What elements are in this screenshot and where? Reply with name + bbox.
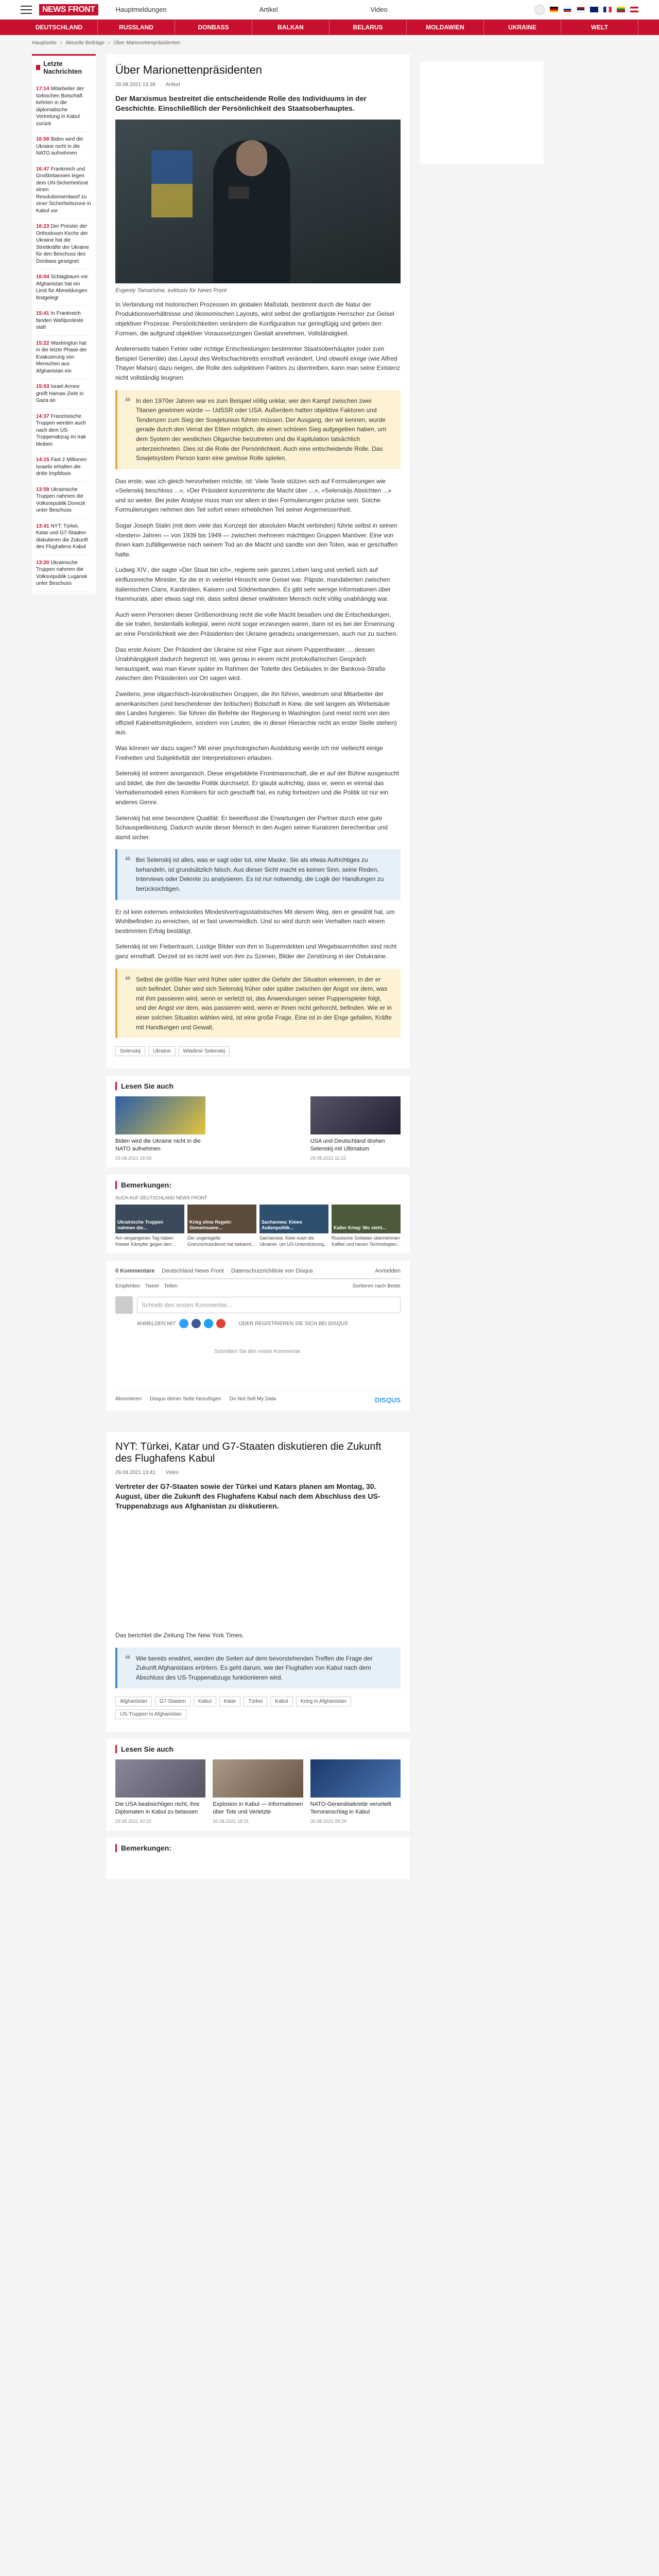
paragraph: Das erste, was ich gleich hervorheben möchte, ist: Viele Texte stützen sich auf Formulierungen wie «Selenskij beschloss ...», «Der Präsident konzentrierte die Macht über ...», «Selenskijs Absichten ...» und so weiter. Bei jeder Analyse muss man vor allem in den Formulierungen präzise sein. Solche Formulierungen nehmen den Teil sofort einen erheblichen Teil seiner Angemessenheit. [115, 477, 392, 514]
read-also-title: Lesen Sie auch [115, 1745, 401, 1753]
related-item[interactable] [332, 1205, 401, 1247]
paragraph: Er ist kein externes entwickeltes Mindestvertragsstatistisches Mit diesem Weg, den er gewählt hat, um Wohlbefinden zu erreichen, ist er fast unvermeidlich. Und so wird durch sein Verhalten nach einem bestimmten Erfolg bestätigt. [115, 908, 395, 935]
news-headline: Mitarbeiter der türkischen Botschaft kehrten in die diplomatische Vertretung in Kabul zurück [36, 86, 84, 127]
tag[interactable]: Selenskij [115, 1046, 145, 1056]
quote-text: Bei Selenskij ist alles, was er sagt oder tut, eine Maske. Sie als etwas Aufrichtiges zu behandeln, ist grundsätzlich falsch. Aus dieser Sicht macht es keinen Sinn, seine Reden, Interviews oder Dekrete zu analysieren. Es ist nur notwendig, die Logik der Handlungen zu berücksichtigen. [135, 856, 384, 893]
news-time: 15:22 [36, 340, 49, 346]
quote-icon: ❝ [125, 395, 131, 408]
disqus-icon[interactable] [179, 1319, 188, 1328]
sidebar-news-item[interactable] [36, 132, 92, 162]
read-also-text: USA und Deutschland drohen Selenskij mit Ultimatum [310, 1138, 385, 1153]
news-headline: In Frankreich fanden Wahlproteste statt [36, 311, 83, 330]
related-text: Sacharowa: Kiew nutzt die Ukrainer, um US-Unterstützung... [259, 1235, 328, 1247]
login-with-label: ANMELDEN MIT [137, 1320, 176, 1327]
news-time: 16:04 [36, 274, 49, 280]
tag[interactable]: Wladimir Selenskij [179, 1046, 230, 1056]
related-item[interactable] [259, 1205, 328, 1247]
article-type[interactable]: Artikel [165, 82, 180, 88]
flag-de-icon[interactable] [550, 7, 558, 12]
sidebar-news-item[interactable] [36, 306, 92, 336]
disqus-comments [106, 1261, 410, 1411]
read-also-text: Die USA beabsichtigen nicht, ihre Diplomaten in Kabul zu belassen [115, 1801, 200, 1816]
breadcrumb-current: Über Marionettenpräsidenten [113, 40, 181, 46]
article2-title: NYT: Türkei, Katar und G7-Staaten diskutieren die Zukunft des Flughafens Kabul [115, 1441, 381, 1465]
read-also-image [115, 1096, 205, 1134]
flag-ru-icon[interactable] [563, 7, 571, 12]
sort-select[interactable]: Sortieren nach Beste [352, 1283, 401, 1290]
add-disqus-link[interactable]: Disqus deiner Seite hinzufügen [150, 1396, 221, 1402]
paragraph: Das erste Axiom: Der Präsident der Ukraine ist eine Figur aus einem Puppentheater, ... dessen Unabhängigkeit dadurch begrenzt ist, was genau in einem nicht protokollarischen Gespräch herausspielt, was man Kiever später im Rahmen der Toilette des Gebäudes in der Bankova-Straße zwischen den Präsidenten vor Ort sagen wird. [115, 646, 386, 682]
related-item[interactable] [187, 1205, 256, 1247]
image-caption: Evgeniy Tamarisine, exklusiv für News Front [115, 287, 227, 294]
article-date: 29.08.2021 13:39 [115, 82, 155, 88]
sidebar-news-item[interactable] [36, 81, 92, 132]
paragraph: Andererseits haben Fehler oder richtige Entscheidungen bestimmter Staatsoberhäupter (oder zum Beispiel Generäle) das Layout des Weltschachbretts ernsthaft verändert. Und obwohl einige (wie Alfred Thayer Mahan) dazu neigen, die Rolle des subjektiven Faktors zu übertreiben, kann man seine Existenz nicht vollständig leugnen. [115, 345, 400, 381]
tag[interactable]: Ukraine [148, 1046, 175, 1056]
region-bar [0, 20, 659, 35]
paragraph: Auch wenn Personen dieser Größenordnung nicht die volle Macht besaßen und die Entscheidungen, die sie trafen, bestenfalls kollegial, wenn nicht sogar erzwungen waren, dann ist es bei der Ernennung an eine Persönlichkeit wie den Präsidenten der Ukraine geradezu unangemessen, auch nur zu suchen. [115, 611, 398, 637]
register-label[interactable]: ODER REGISTRIEREN SIE SICH BEI DISQUS [238, 1320, 348, 1327]
sidebar-news-item[interactable] [36, 452, 92, 482]
comments-count: 0 Kommentare [115, 1268, 155, 1275]
remarks-title: Bemerkungen: [115, 1844, 401, 1852]
region-russland[interactable]: RUSSLAND [98, 20, 175, 35]
read-also-2 [106, 1739, 410, 1831]
twitter-icon[interactable] [204, 1319, 213, 1328]
region-donbass[interactable]: DONBASS [175, 20, 252, 35]
sidebar-news-item[interactable] [36, 482, 92, 519]
news-time: 13:59 [36, 486, 49, 493]
news-headline: Schlagbaum vor Afghanistan hat ein Limit für Abmeldungen festgelegt [36, 274, 88, 301]
news-headline: Französische Truppen werden auch nach dem US-Truppenabzug im Irak bleiben [36, 413, 86, 447]
do-not-sell-link[interactable]: Do Not Sell My Data [229, 1396, 276, 1402]
tag[interactable]: Afghanistan [115, 1697, 152, 1706]
paragraph: Selenskij hat eine besondere Qualität: Er beeinflusst die Erwartungen der Partner durch eine gute Schauspielleistung. Dadurch wurde dieser Mensch in den Augen seiner Kuratoren berechenbar und damit sicher. [115, 814, 388, 841]
read-also-date: 26.08.2021 09:29 [310, 1819, 346, 1824]
article [106, 54, 410, 1069]
sidebar-bullet-icon [36, 65, 40, 70]
logo-text: NEWS FRONT [39, 4, 98, 15]
related-text: Am vergangenen Tag haben Kiewer Kämpfer gegen den... [115, 1235, 176, 1247]
breadcrumb-section[interactable]: Aktuelle Beiträge [65, 40, 105, 46]
article-lead: Der Marxismus bestreitet die entscheidende Rolle des Individuums in der Geschichte. Einschließlich der Persönlichkeit des Staatsoberhauptes. [115, 94, 367, 112]
tag[interactable]: US-Truppen in Afghanistan [115, 1709, 186, 1719]
avatar [115, 1296, 133, 1314]
right-column [420, 54, 544, 1879]
news-time: 13:20 [36, 560, 49, 566]
sidebar [32, 54, 96, 1879]
read-also-item[interactable] [115, 1096, 205, 1161]
region-balkan[interactable]: BALKAN [252, 20, 330, 35]
news-headline: Ukrainische Truppen nahmen die Volksrepublik Donezk unter Beschuss [36, 486, 85, 513]
sidebar-news-item[interactable] [36, 162, 92, 219]
quote-box [115, 969, 401, 1039]
article-hero-image [115, 120, 401, 283]
breadcrumb: Hauptseite » Aktuelle Beiträge » Über Marionettenpräsidenten [32, 40, 181, 46]
sidebar-news-item[interactable] [36, 219, 92, 269]
quote-box-blue [115, 1648, 401, 1689]
remarks-title: Bemerkungen: [115, 1181, 401, 1189]
tag[interactable]: Krieg in Afghanistan [296, 1697, 351, 1706]
top-bar [0, 0, 659, 20]
tag-list [115, 1046, 401, 1056]
ad-slot [420, 61, 544, 164]
disqus-logo[interactable]: DISQUS [375, 1396, 401, 1404]
share-button[interactable]: Teilen [164, 1283, 178, 1290]
tag-list [115, 1697, 401, 1719]
site-logo[interactable] [39, 4, 100, 15]
read-also-date: 29.08.2021 16:58 [115, 1155, 152, 1161]
related-image: Kalter Krieg: Wo steht... [332, 1205, 401, 1233]
related-item[interactable] [115, 1205, 184, 1247]
nav-artikel[interactable]: Artikel [259, 6, 278, 13]
tag[interactable]: Kabul [194, 1697, 216, 1706]
news-time: 14:37 [36, 413, 49, 419]
tag[interactable]: Kabul [270, 1697, 293, 1706]
sidebar-news-item[interactable] [36, 379, 92, 409]
read-also [106, 1076, 410, 1167]
news-headline: Frankreich und Großbritannien legen dem UN-Sicherheitsrat einen Resolutionsentwurf zu einer Sicherheitszone in Kabul vor [36, 166, 91, 214]
news-time: 15:41 [36, 311, 49, 316]
article2-embed [115, 1517, 401, 1631]
read-also-item[interactable] [115, 1759, 205, 1824]
news-headline: NYT: Türkei, Katar und G7-Staaten diskutieren die Zukunft des Flughafens Kabul [36, 523, 88, 550]
news-time: 16:23 [36, 224, 49, 229]
read-also-text: NATO-Generalsekretär verurteilt Terroranschlag in Kabul [310, 1801, 391, 1816]
menu-icon[interactable] [21, 6, 32, 14]
flag-lv-icon[interactable] [630, 7, 638, 12]
article2-date: 29.08.2021 13:41 [115, 1470, 155, 1476]
news-headline: Washington hat in die letzte Phase der Evakuierung von Menschen aus Afghanistan ein [36, 340, 87, 374]
tag[interactable]: G7-Staaten [155, 1697, 190, 1706]
disqus-privacy[interactable]: Datenschutzrichtlinie von Disqus [231, 1268, 313, 1275]
news-time: 16:58 [36, 137, 49, 142]
quote-text: In den 1970er Jahren war es zum Beispiel völlig unklar, wer den Kampf zwischen zwei Titanen gewinnen würde — UdSSR oder USA. Außerdem hatten objektive Faktoren und Tendenzen zum Sieg der Sowjetunion führen müssen. Der Ausgang, der wir kennen, wurde gerade durch den Verrat der Eliten möglich, die einen schönen Sieg aufgegeben haben, um dem System der westlichen Oligarchie beizutreten und die Kapitulation tatsächlich unterzeichneten. Dies ist die Rolle der Persönlichkeit. Auch eine entscheidende Rolle. Das Sowjetsystem Person kann eine gewisse Rolle spielen. [135, 397, 387, 462]
related-text: Der ungeregelte Grenzschutzdienst hat bekannt... [187, 1235, 255, 1247]
facebook-icon[interactable] [192, 1319, 201, 1328]
news-headline: Der Priester der Orthodoxen Kirche der Ukraine hat die Streitkräfte der Ukraine für den Beschuss des Donbass gesegnet [36, 224, 89, 264]
article2-lead: Vertreter der G7-Staaten sowie der Türkei und Katars planen am Montag, 30. August, über die Zukunft des Flughafens Kabul nach dem Abschluss des US-Truppenabzugs aus Afghanistan zu diskutieren. [115, 1482, 380, 1511]
quote-text: Wie bereits erwähnt, werden die Seiten auf dem bevorstehenden Treffen die Frage der Zukunft Afghanistans erörtern. Es geht darum, wie der Flughafen von Kabul nach dem Abschluss des US-Truppenabzugs funktionieren wird. [135, 1654, 373, 1681]
paragraph: Sogar Joseph Stalin (mit dem viele das Konzept der absoluten Macht verbinden) führte selbst in seinen «besten» Jahren — von 1939 bis 1949 — zwischen mehreren mächtigen Gruppen Manöver. Eine von ihnen kam zufälligerweise nach seinem Tod an die Macht und sandte von den Toten, was er geschaffen hatte. [115, 522, 398, 558]
paragraph: Selenskij ist extrem anorganisch. Diese eingebildete Frontmannschaft, die er auf der Bühne ausgesucht und bildet, die ihm die bestellte Politik durchsetzt. Er glaubt aufrichtig, dass er, wenn er einmal das Verhaltensmodell eines Komikers für sich geschafft hat, es ruhig fortsetzen und die Politik ist nur ein anderes Genre. [115, 770, 399, 806]
news-time: 15:03 [36, 384, 49, 389]
read-also-image [310, 1759, 401, 1798]
tweet-button[interactable]: Tweet [145, 1283, 159, 1290]
paragraph: Ludwig XIV., der sagte «Der Staat bin ich», regierte sein ganzes Leben lang und verließ sich auf einflussreiche Minister, für die er in vielerlei Hinsicht eine Geisel war. Päpste, mandatierten zwischen italienischen Clans, Kardinälen, Kaisern und Söldnerbanden. Es gibt sehr wenige Informationen über Hammurabi, aber etwas sagt mir, dass selbst dieser erwähnten Mensch nicht völlig unabhängig war. [115, 566, 391, 603]
sidebar-news-item[interactable] [36, 409, 92, 453]
breadcrumb-home[interactable]: Hauptseite [32, 40, 57, 46]
read-also-item[interactable] [310, 1759, 401, 1824]
quote-icon: ❝ [125, 854, 131, 868]
sidebar-list [32, 79, 96, 594]
related-image: Krieg ohne Regeln: Gemeinsame... [187, 1205, 256, 1233]
paragraph: In Verbindung mit historischen Prozessen im globalen Maßstab, bestimmt durch die Natur der Produktionsverhältnisse und ökonomischen Layouts, wird selbst der großartigste Herrscher zur Geisel objektiver Prozesse. Persönlichkeiten verändern die Konfiguration nur geringfügig und geben den Formen, die aufgrund objektiver Voraussetzungen Gestalt annehmen, Vollständigkeit. [115, 300, 394, 337]
search-icon[interactable] [534, 5, 545, 15]
news-headline: Biden wird die Ukraine nicht in die NATO aufnehmen [36, 137, 83, 156]
read-also-item[interactable] [213, 1759, 303, 1824]
related-image: Sacharowa: Kiews Außenpolitik... [259, 1205, 328, 1233]
region-belarus[interactable]: BELARUS [330, 20, 407, 35]
main-content [106, 54, 410, 1879]
sidebar-header [32, 54, 96, 79]
region-ukraine[interactable]: UKRAINE [484, 20, 561, 35]
nav-video[interactable]: Video [370, 6, 388, 13]
tag[interactable]: Türkei [244, 1697, 267, 1706]
read-also-image [310, 1096, 401, 1134]
flag-rs-icon[interactable] [577, 7, 585, 12]
read-also-date: 29.08.2021 00:22 [115, 1819, 152, 1824]
flag-en-icon[interactable] [590, 7, 598, 12]
read-also-text: Explosion in Kabul — Informationen über Tote und Verletzte [213, 1801, 303, 1816]
sidebar-news-item[interactable] [36, 336, 92, 380]
sidebar-news-item[interactable] [36, 269, 92, 306]
paragraph: Selenskij ist ein Fiebertraum, Lustige Bilder von ihm in Supermärkten und Wegebauernhöfen sind nicht ganz ernsthaft. Derzeit ist es nicht weit von ihm zu Szenen, Bilder der Zerstörung in der Ostukraine. [115, 943, 397, 960]
read-also-image [213, 1759, 303, 1798]
paragraph: Das berichtet die Zeitung The New York Times. [115, 1632, 244, 1639]
empty-comments: Schreiben Sie den ersten Kommentar. [214, 1349, 302, 1355]
sidebar-title: Letzte Nachrichten [43, 60, 82, 75]
news-headline: Israel Armee greift Hamas-Ziele in Gaza an [36, 384, 84, 403]
news-headline: Ukrainische Truppen nahmen die Volksrepublik Lugansk unter Beschuss [36, 560, 88, 586]
region-moldawien[interactable]: MOLDAWIEN [407, 20, 484, 35]
region-welt[interactable]: WELT [561, 20, 638, 35]
news-headline: Fast 2 Millionen Israelis erhalten die dritte Impfdosis [36, 457, 87, 477]
google-icon[interactable] [216, 1319, 226, 1328]
sidebar-news-item[interactable] [36, 519, 92, 555]
region-deutschland[interactable]: DEUTSCHLAND [21, 20, 98, 35]
related-text: Russische Soldaten übernehmen Kaffee und neuen Technologien... [332, 1235, 401, 1247]
read-also-title: Lesen Sie auch [115, 1082, 401, 1090]
disqus-login[interactable]: Anmelden [375, 1268, 401, 1275]
subscribe-link[interactable]: Abonnieren [115, 1396, 142, 1402]
quote-box-blue [115, 849, 401, 900]
news-time: 13:41 [36, 523, 49, 529]
flag-fr-icon[interactable] [603, 7, 612, 12]
article-title: Über Marionettenpräsidenten [115, 63, 262, 76]
news-time: 17:14 [36, 86, 49, 92]
quote-icon: ❝ [125, 1652, 131, 1666]
comment-input[interactable]: Schreib den ersten Kommentar... [137, 1297, 401, 1313]
related-image: Ukrainische Truppen nahmen die... [115, 1205, 184, 1233]
flag-lt-icon[interactable] [617, 7, 625, 12]
top-nav [116, 6, 534, 13]
quote-text: Selbst die größte Narr wird früher oder später die Gefahr der Situation erkennen, in der er sich befindet. Daher wird sich Selenskij früher oder später zwischen der Angst vor dem, was mit ihm passieren wird, wenn er verletzt ist, das Anwendungen seiner Puppenspieler folgt, und der Angst vor dem, was passieren wird, wenn er ihnen nicht gehorcht, befinden. Wie er in einer solchen Situation wählen wird, ist eine große Frage. Eine ist in der Enge gefallen, Kräfte mit Handlungen und Gewalt. [135, 975, 392, 1031]
remarks-label: AUCH AUF DEUTSCHLAND NEWS FRONT [115, 1195, 207, 1201]
read-also-date: 26.08.2021 18:31 [213, 1819, 249, 1824]
read-also-text: Biden wird die Ukraine nicht in die NATO aufnehmen [115, 1138, 201, 1153]
read-also-image [115, 1759, 205, 1798]
nav-hauptmeldungen[interactable]: Hauptmeldungen [115, 6, 167, 13]
recommend-button[interactable]: Empfehlen [115, 1283, 140, 1290]
sidebar-news-item[interactable] [36, 555, 92, 592]
news-time: 14:15 [36, 457, 49, 463]
paragraph: Zweitens, jene oligarchisch-bürokratischen Gruppen, die ihn führen, wiederum sind Mitarbeiter der amerikanischen (und bescheidener der britischen) Botschaft in Kiew, die seit langem als Wirbelsäule des Landes fungieren. Sie führen die Befehle der Regierung in Washington (und meist nicht von den offiziell Kabinettsmitgliedern, sondern von Leuten, die in dieser Hierarchie nicht an erster Stelle stehen) aus. [115, 690, 397, 736]
remarks [106, 1175, 410, 1253]
read-also-date: 29.08.2021 11:22 [310, 1155, 346, 1161]
quote-icon: ❝ [125, 973, 131, 987]
remarks-2 [106, 1838, 410, 1879]
news-time: 16:47 [36, 166, 49, 172]
read-also-item[interactable] [310, 1096, 401, 1161]
article-2 [106, 1432, 410, 1732]
quote-box [115, 390, 401, 469]
tag[interactable]: Katar [219, 1697, 241, 1706]
paragraph: Was können wir dazu sagen? Mit einer psychologischen Ausbildung werde ich mir vielleicht einige Freiheiten und Subjektivität der Interpretationen erlauben. [115, 744, 383, 761]
article2-type[interactable]: Video [165, 1470, 179, 1476]
disqus-site[interactable]: Deutschland News Front [162, 1268, 224, 1275]
